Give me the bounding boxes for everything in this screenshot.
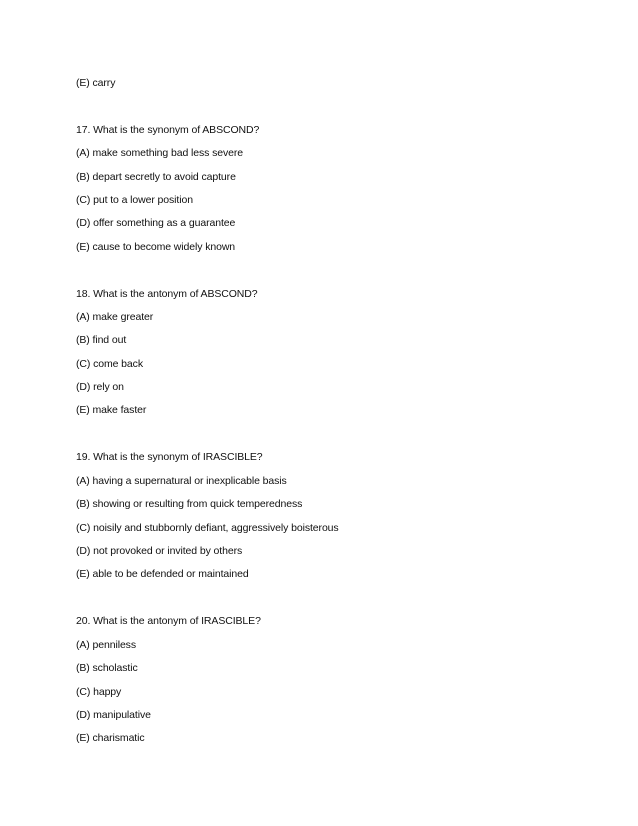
question-20-option-b: (B) scholastic	[76, 662, 138, 674]
question-19-option-a: (A) having a supernatural or inexplicable basis	[76, 475, 287, 487]
question-20-option-d: (D) manipulative	[76, 709, 151, 721]
question-18-option-e: (E) make faster	[76, 404, 147, 416]
question-20-option-c: (C) happy	[76, 686, 122, 698]
question-18-option-c: (C) come back	[76, 358, 143, 370]
question-20-prompt: 20. What is the antonym of IRASCIBLE?	[76, 615, 261, 627]
question-19-option-e: (E) able to be defended or maintained	[76, 568, 249, 580]
question-17-option-d: (D) offer something as a guarantee	[76, 217, 236, 229]
question-17-option-e: (E) cause to become widely known	[76, 241, 236, 253]
question-18-option-a: (A) make greater	[76, 311, 154, 323]
question-18-option-b: (B) find out	[76, 334, 127, 346]
question-19-prompt: 19. What is the synonym of IRASCIBLE?	[76, 451, 263, 463]
question-19-option-c: (C) noisily and stubbornly defiant, aggressively boisterous	[76, 522, 339, 534]
carryover-option-e: (E) carry	[76, 77, 116, 89]
question-18-option-d: (D) rely on	[76, 381, 124, 393]
question-18-prompt: 18. What is the antonym of ABSCOND?	[76, 288, 258, 300]
question-17-option-a: (A) make something bad less severe	[76, 147, 244, 159]
question-20-option-e: (E) charismatic	[76, 732, 145, 744]
question-17-prompt: 17. What is the synonym of ABSCOND?	[76, 124, 260, 136]
question-17-option-b: (B) depart secretly to avoid capture	[76, 171, 236, 183]
question-19-option-d: (D) not provoked or invited by others	[76, 545, 243, 557]
question-17-option-c: (C) put to a lower position	[76, 194, 193, 206]
question-20-option-a: (A) penniless	[76, 639, 136, 651]
question-19-option-b: (B) showing or resulting from quick temperedness	[76, 498, 303, 510]
